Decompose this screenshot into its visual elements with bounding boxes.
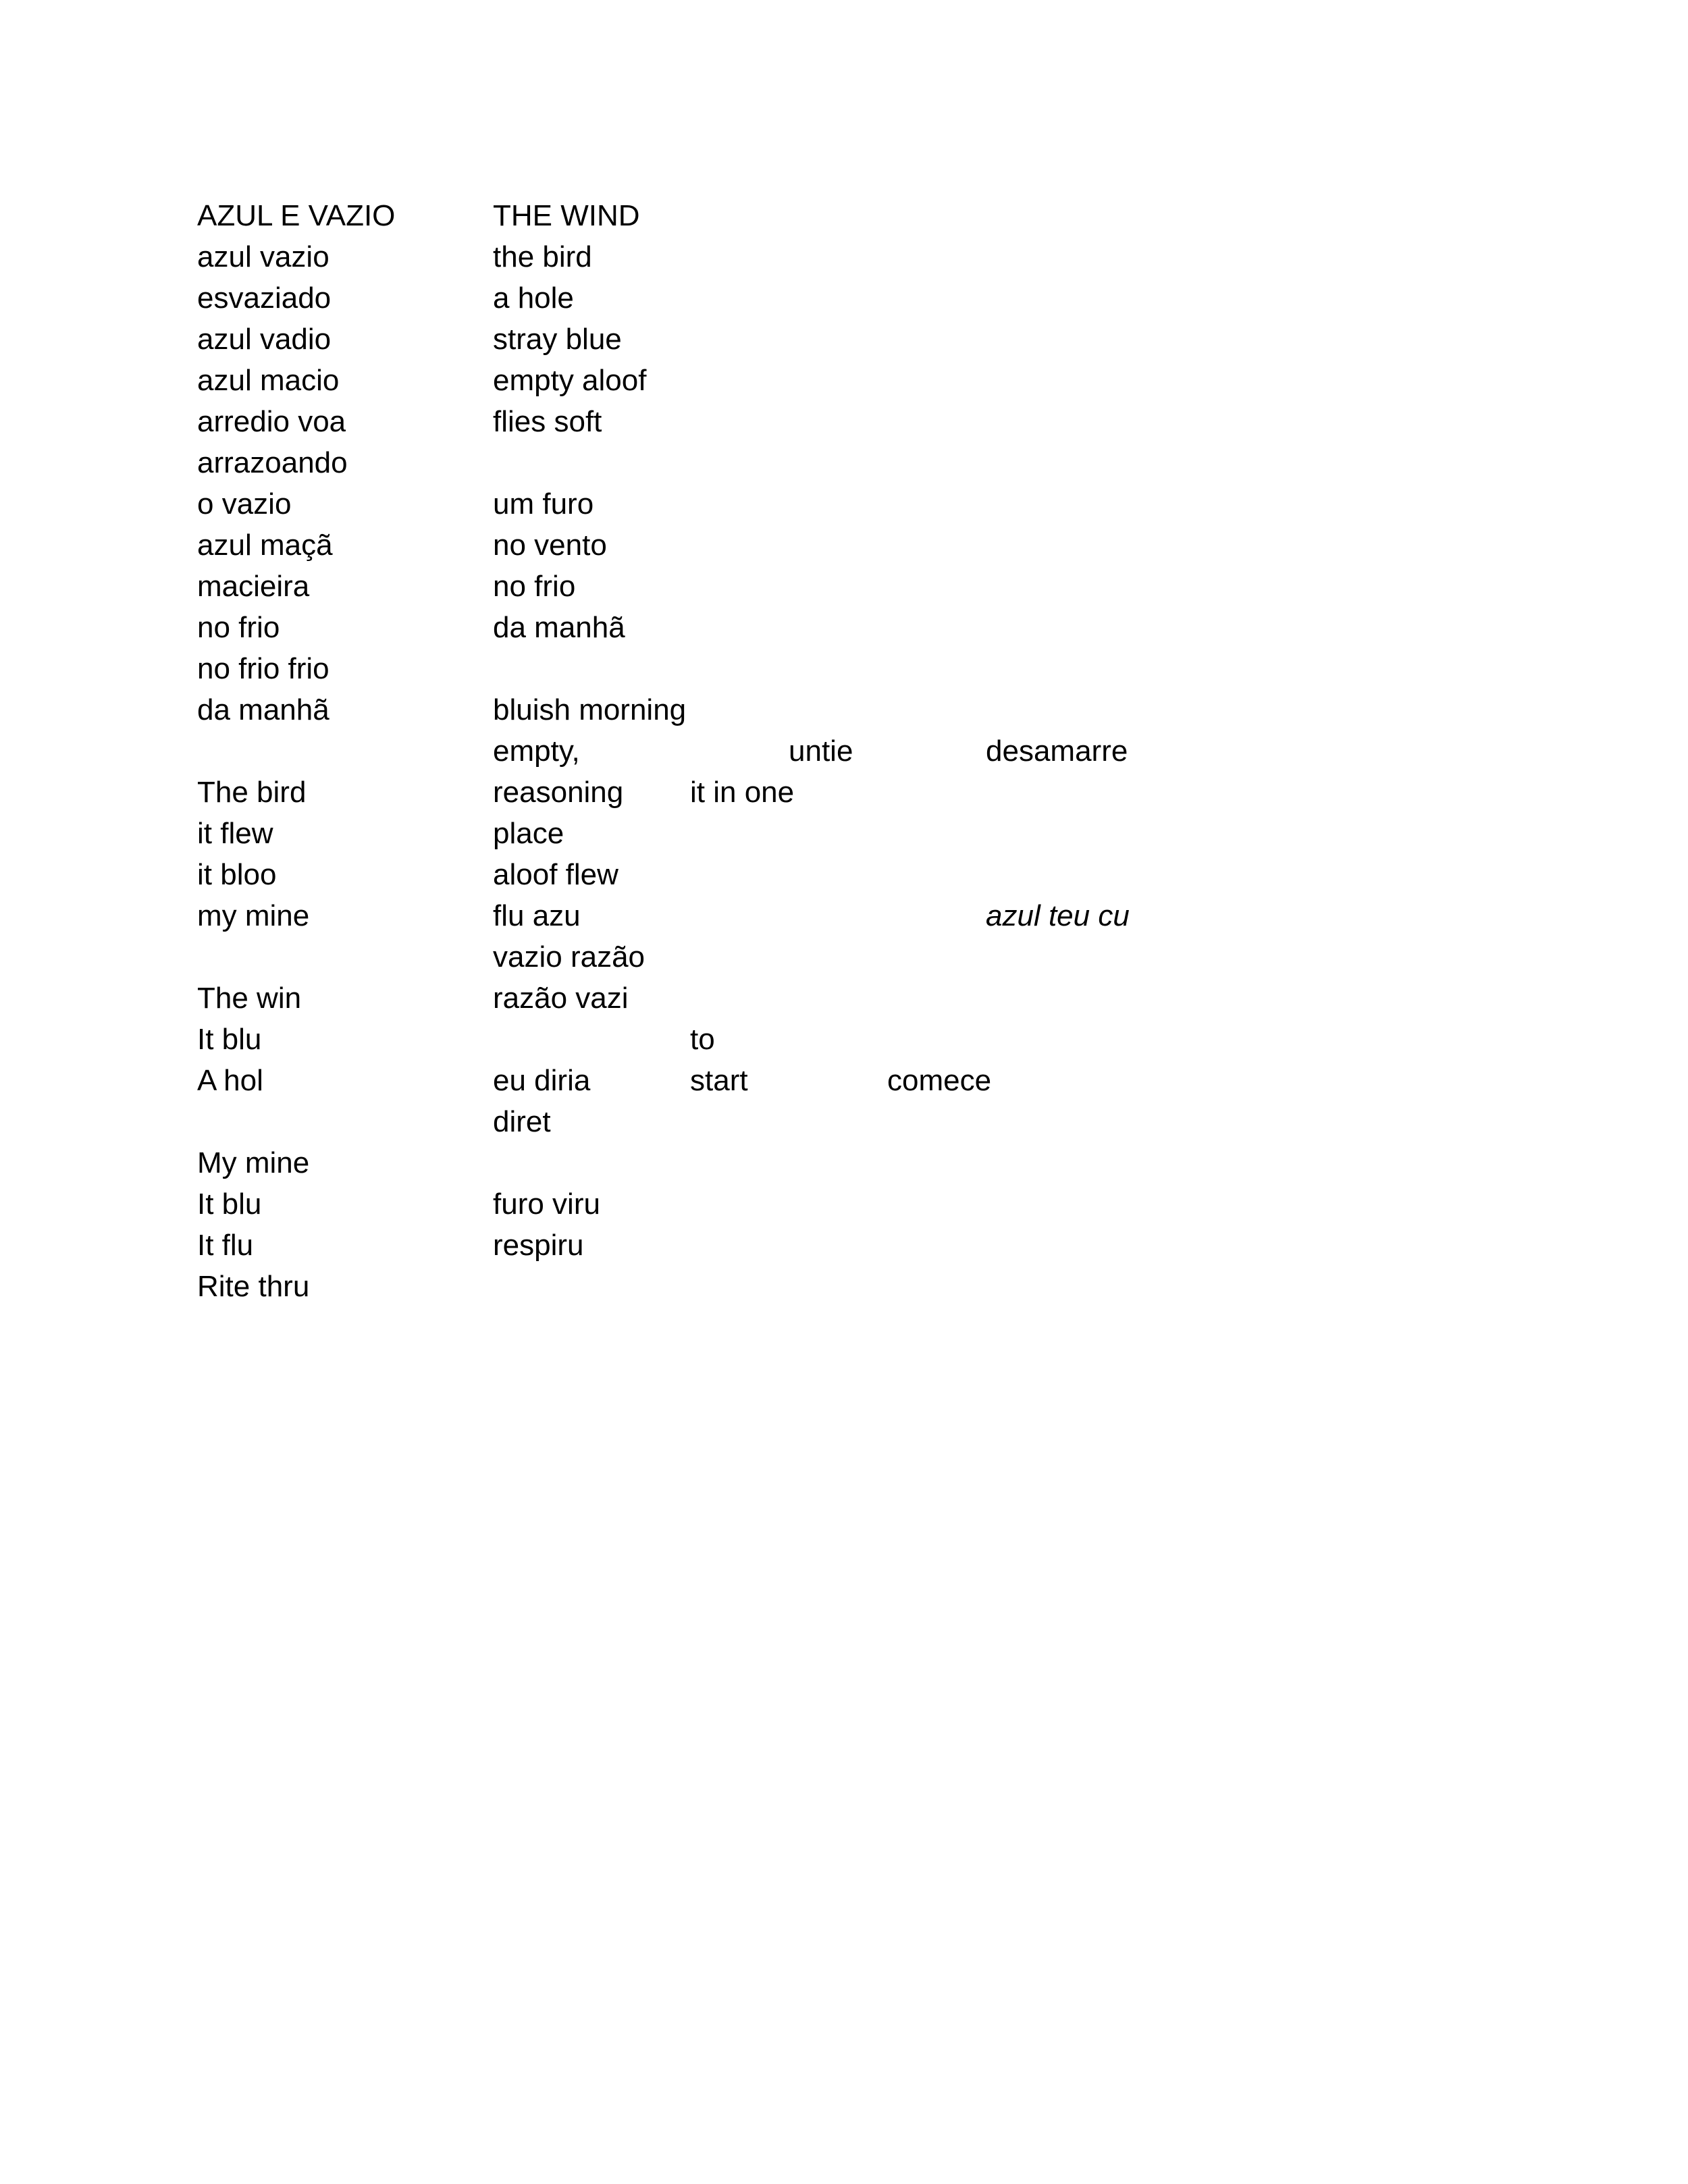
poem-line: o vazio [197, 487, 292, 521]
poem-line: place [493, 817, 564, 850]
poem-line: empty aloof [493, 364, 647, 397]
poem-line: bluish morning [493, 693, 687, 726]
poem-line: no frio [197, 611, 280, 644]
poem-line: a hole [493, 282, 574, 315]
poem-line: eu diria [493, 1064, 591, 1097]
poem-line: no frio frio [197, 652, 329, 685]
poem-line: A hol [197, 1064, 263, 1097]
poem-line: azul vazio [197, 240, 329, 273]
poem-line: it flew [197, 817, 273, 850]
poem-line: azul maçã [197, 529, 333, 562]
poem-line: start [690, 1064, 748, 1097]
poem-line: da manhã [197, 693, 329, 726]
poem-line: aloof flew [493, 858, 618, 891]
poem-line: azul vadio [197, 323, 332, 356]
poem-line: It flu [197, 1229, 254, 1262]
poem-line: THE WIND [493, 199, 640, 232]
poem-line: reasoning [493, 776, 624, 809]
poem-line: to [690, 1023, 715, 1056]
poem-line: arrazoando [197, 446, 348, 479]
poem-line: it bloo [197, 858, 277, 891]
poem-line: The bird [197, 776, 307, 809]
poem-line: My mine [197, 1146, 310, 1179]
poem-line: untie [789, 735, 853, 768]
poem-line: razão vazi [493, 982, 629, 1015]
poem-line: no vento [493, 529, 607, 562]
poem-line: It blu [197, 1188, 262, 1221]
poem-line: arredio voa [197, 405, 346, 438]
poem-line: um furo [493, 487, 594, 521]
poem-line: no frio [493, 570, 576, 603]
poem-line: diret [493, 1105, 551, 1138]
poem-line: AZUL E VAZIO [197, 199, 396, 232]
poem-line: It blu [197, 1023, 262, 1056]
poem-line: flies soft [493, 405, 602, 438]
poem-line: respiru [493, 1229, 584, 1262]
poem-line: comece [887, 1064, 992, 1097]
poem-line: stray blue [493, 323, 622, 356]
poem-line: empty, [493, 735, 580, 768]
poem-line: the bird [493, 240, 592, 273]
poem-line: The win [197, 982, 302, 1015]
poem-line: furo viru [493, 1188, 600, 1221]
poem-line: azul teu cu [986, 899, 1130, 932]
poem-line: Rite thru [197, 1270, 310, 1303]
poem-line: flu azu [493, 899, 581, 932]
poem-line: esvaziado [197, 282, 332, 315]
poem-line: my mine [197, 899, 310, 932]
poem-line: macieira [197, 570, 310, 603]
poem-line: vazio razão [493, 940, 645, 974]
poem-line: azul macio [197, 364, 340, 397]
poem-line: da manhã [493, 611, 625, 644]
poem-line: it in one [690, 776, 795, 809]
poem-line: desamarre [986, 735, 1128, 768]
